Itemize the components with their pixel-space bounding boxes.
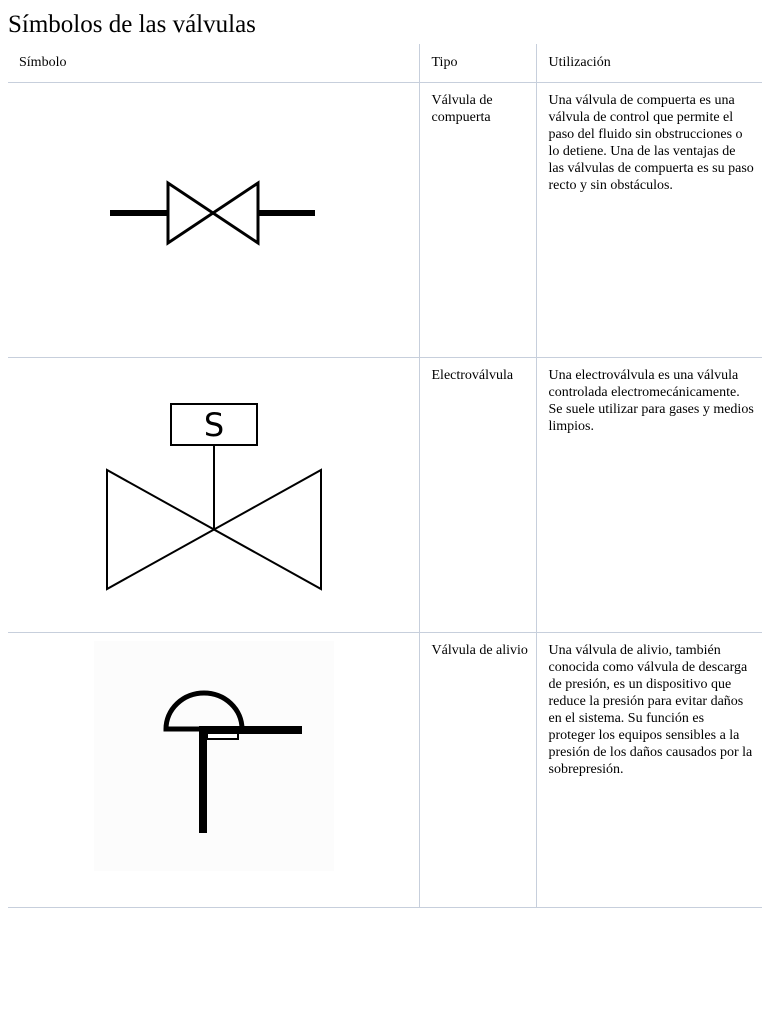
use-cell: Una electroválvula es una válvula controlada electromecánicamente. Se suele utilizar para gases y medios limpios.: [536, 357, 762, 632]
type-cell: Electroválvula: [419, 357, 536, 632]
header-symbol: Símbolo: [8, 44, 419, 82]
symbol-cell: [8, 632, 419, 907]
table-row: [8, 82, 762, 357]
symbol-cell: [8, 357, 419, 632]
solenoid-valve-symbol-icon: [8, 358, 419, 633]
table-header-row: [8, 44, 762, 82]
use-cell: Una válvula de alivio, también conocida como válvula de descarga de presión, es un dispositivo que reduce la presión para evitar daños en el sistema. Su función es proteger los equipos sensibles a la presión de los daños causados por la sobrepresión.: [536, 632, 762, 907]
header-use: Utilización: [536, 44, 762, 82]
symbol-cell: [8, 82, 419, 357]
gate-valve-symbol-icon: [8, 83, 419, 358]
header-type: Tipo: [419, 44, 536, 82]
table-row: [8, 632, 762, 907]
page-title: Símbolos de las válvulas: [8, 11, 256, 38]
valve-symbols-table: [8, 44, 762, 908]
type-cell: Válvula de alivio: [419, 632, 536, 907]
use-cell: Una válvula de compuerta es una válvula de control que permite el paso del fluido sin obstrucciones o lo detiene. Una de las ventajas de las válvulas de compuerta es su paso recto y sin obstáculos.: [536, 82, 762, 357]
table-row: [8, 357, 762, 632]
relief-valve-symbol-icon: [8, 633, 419, 908]
type-cell: Válvula de compuerta: [419, 82, 536, 357]
solenoid-letter: S: [203, 405, 225, 444]
